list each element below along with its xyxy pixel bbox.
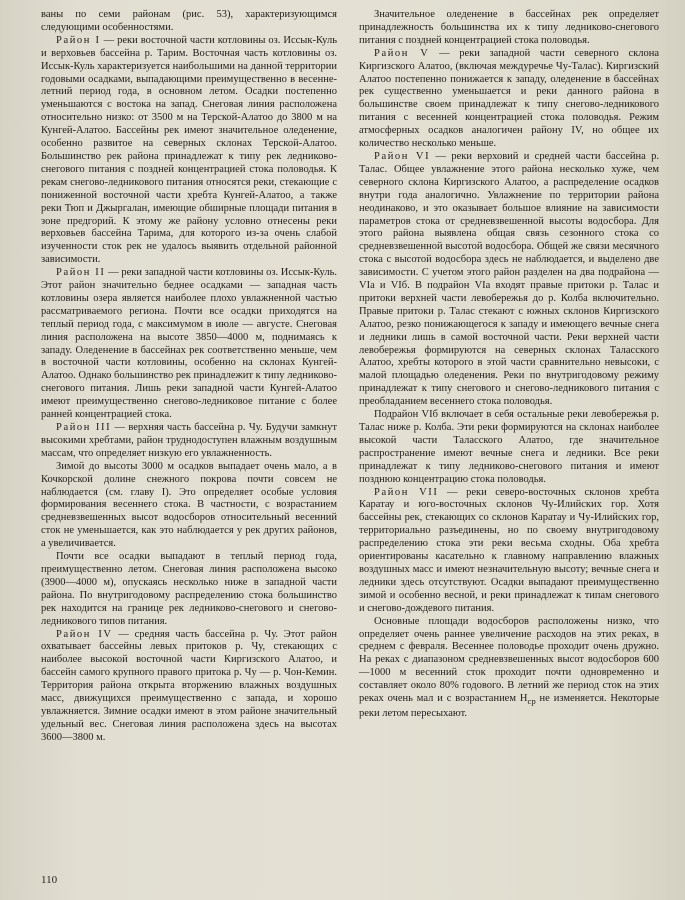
paragraph-text: — реки верховий и средней части бассейна р. Талас. Общее увлажнение этого района несколько хуже, чем северного склона Киргизского Алатоо, а распределение осадков внутри года аналогично. Увлажнение по территории района неодинаково, и это оказывает большое влияние на зависимости параметров стока от средневзвешенной высоты водосбора. Для этого района выявлена общая связь сезонного стока со средневзвешенной высотой водосбора. Общей же связи месячного стока с высотой водосбора здесь не наблюдается, и выделено две зависимости. С учетом этого район разделен на два подрайона — VIа и VIб. В подрайон VIа входят правые притоки р. Талас и притоки верхней части левобережья до р. Колба включительно. Правые притоки р. Талас стекают с южных склонов Киргизского Алатоо, резко понижающегося к западу и имеющего вечные снега и ледники лишь в самой восточной части. Реки верхней части левобережья формируются на северных склонах Таласского Алатоо, хребты которого в этой части сравнительно невысоки, с малой площадью оледенения. Реки по внутригодовому режиму принадлежат к типу снегового и снегово-ледникового питания с преобладанием весеннего стока половодья. <box>359 150 659 408</box>
paragraph-p10 <box>359 151 659 409</box>
paragraph-text: — реки восточной части котловины оз. Иссык-Куль и верховьев бассейна р. Тарим. Восточная часть котловины оз. Иссык-Куль характеризуется наибольшими на данной территории годовыми осадками, выпадающими преимущественно в весенне-летний период года, в основном летом. Осадки постепенно уменьшаются с востока на запад. Снеговая линия расположена относительно низко: от 3500 м на Терской-Алатоо до 3800 м на Кунгей-Алатоо. Бассейны рек имеют значительное оледенение, особенно развитое на северных склонах Терской-Алатоо. Большинство рек района принадлежат к типу рек ледниково-снегового питания с поздней концентрацией стока половодья. К рекам снегово-ледникового питания относятся реки, стекающие с пониженной восточной части хребта Кунгей-Алатоо, а также реки Тюп и Джыргалан, имеющие обширные площади питания в зоне предгорий. К этому же району условно отнесены реки верховьев бассейна Тарима, для которого из-за очень слабой изученности сток рек не удалось выявить отдельной районной зависимости. <box>41 34 337 266</box>
region-heading: Район IV <box>56 628 113 640</box>
region-heading: Район VII <box>374 486 439 498</box>
left-column <box>41 9 337 745</box>
paragraph-p2 <box>41 35 337 267</box>
page-number: 110 <box>41 874 58 886</box>
paragraph-p8 <box>359 9 659 48</box>
paragraph-p11 <box>359 409 659 486</box>
paragraph-text: не изменяется. Некоторые реки летом пересыхают. <box>359 693 660 720</box>
paragraph-p13 <box>359 616 659 721</box>
paragraph-text: — реки западной части северного склона Киргизского Алатоо, (включая междуречье Чу-Талас). Киргизский Алатоо постепенно понижается к западу, оледенение в бассейнах рек существенно уменьшается и реки данного района в большинстве своем принадлежат к типу снегово-ледникового питания с весенней концентрацией стока половодья. Режим атмосферных осадков аналогичен району IV, но общее их количество несколько меньше. <box>359 47 659 150</box>
paragraph-text: Основные площади водосборов расположены низко, что определяет очень раннее увеличение расходов на этих реках, в среднем с февраля. Весеннее половодье проходит очень дружно. На реках с диапазоном средневзвешенных высот водосборов 600—1000 м весенний сток проходит почти одновременно и составляет около 80% годового. В летний же период сток на этих реках очень мал и с возрастанием H <box>359 615 659 705</box>
paragraph-p9 <box>359 48 659 151</box>
subscript-text: ср <box>527 696 536 707</box>
region-heading: Район II <box>56 267 106 279</box>
paragraph-p7 <box>41 629 337 745</box>
region-heading: Район III <box>56 422 112 433</box>
paragraph-p5 <box>41 461 337 551</box>
paragraph-text: — реки западной части котловины оз. Иссык-Куль. Этот район значительно беднее осадками — западная часть котловины озера является наиболее плохо увлажненной частью рассматриваемого региона. Почти все осадки приходятся на теплый период года, с максимумом в июле — августе. Снеговая линия расположена на высоте 3850—4000 м, поднимаясь к западу. Оледенение в бассейнах рек соответственно меньше, чем в восточной части котловины, особенно на склонах Кунгей-Алатоо. Однако большинство рек принадлежит к типу ледниково-снегового питания. Лишь реки западной части Кунгей-Алатоо имеют преимущественно снегово-ледниковое питание с более ранней концентрацией стока. <box>41 267 337 421</box>
paragraph-text: Зимой до высоты 3000 м осадков выпадает очень мало, а в Кочкорской долине снежного покрова почти совсем не наблюдается (см. главу I). Это определяет особые условия формирования весеннего стока. В частности, с возрастанием средневзвешенных высот водосборов относительный весенний сток не уменьшается, как это наблюдается у рек других районов, а увеличивается. <box>41 460 337 550</box>
paragraph-p4 <box>41 422 337 461</box>
paragraph-text: Подрайон VIб включает в себя остальные реки левобережья р. Талас ниже р. Колба. Эти реки формируются на склонах наиболее высокой части Таласского Алатоо, где значительное распространение имеют вечные снега и ледники. Все реки принадлежат к типу ледниково-снегового питания и имеют позднюю концентрацию стока половодья. <box>359 409 659 485</box>
paragraph-text: Значительное оледенение в бассейнах рек определяет принадлежность большинства их к типу ледниково-снегового питания с поздней концентрацией стока половодья. <box>359 9 659 46</box>
right-column <box>359 9 659 721</box>
paragraph-text: Почти все осадки выпадают в теплый период года, преимущественно летом. Снеговая линия расположена высоко (3900—4000 м), опускаясь несколько ниже в западной части района. По внутригодовому распределению стока большинство рек находится на границе рек ледниково-снегового и снегово-ледникового типов питания. <box>41 551 337 627</box>
paragraph-text: — реки северо-восточных склонов хребта Каратау и юго-восточных склонов Чу-Илийских гор. Хотя бассейны рек, стекающих со склонов Каратау и Чу-Илийских гор, территориально разъединены, но по своему внутригодовому распределению стока эти реки весьма сходны. Оба хребта ориентированы касательно к главному направлению влажных воздушных масс и имеют незначительную высоту; вечные снега и ледники здесь отсутствуют. Осадки выпадают преимущественно зимой и особенно весной, и реки принадлежат к типам снегового и снегово-дождевого питания. <box>359 486 659 614</box>
paragraph-text: — средняя часть бассейна р. Чу. Этот район охватывает бассейны левых притоков р. Чу, стекающих с наиболее высокой восточной части Киргизского Алатоо, и бассейн самого крупного правого притока р. Чу — р. Чон-Кемин. Территория района открыта вторжению влажных воздушных масс, движущихся преимущественно с запада, и хорошо увлажняется. Зимние осадки имеют в этом районе значительный удельный вес. Снеговая линия расположена здесь на высотах 3600—3800 м. <box>41 628 338 743</box>
paragraph-p6 <box>41 551 337 628</box>
paragraph-p1 <box>41 9 337 35</box>
paragraph-p3 <box>41 267 337 422</box>
region-heading: Район V <box>374 47 430 59</box>
paragraph-p12 <box>359 487 659 616</box>
region-heading: Район I <box>56 34 101 46</box>
paragraph-text: — верхняя часть бассейна р. Чу. Будучи замкнут высокими хребтами, район труднодоступен влажным воздушным массам, что определяет низкую его увлажненность. <box>41 422 337 459</box>
paragraph-text: ваны по семи районам (рис. 53), характеризующимся следующими особенностями. <box>41 9 337 33</box>
region-heading: Район VI <box>374 150 431 162</box>
